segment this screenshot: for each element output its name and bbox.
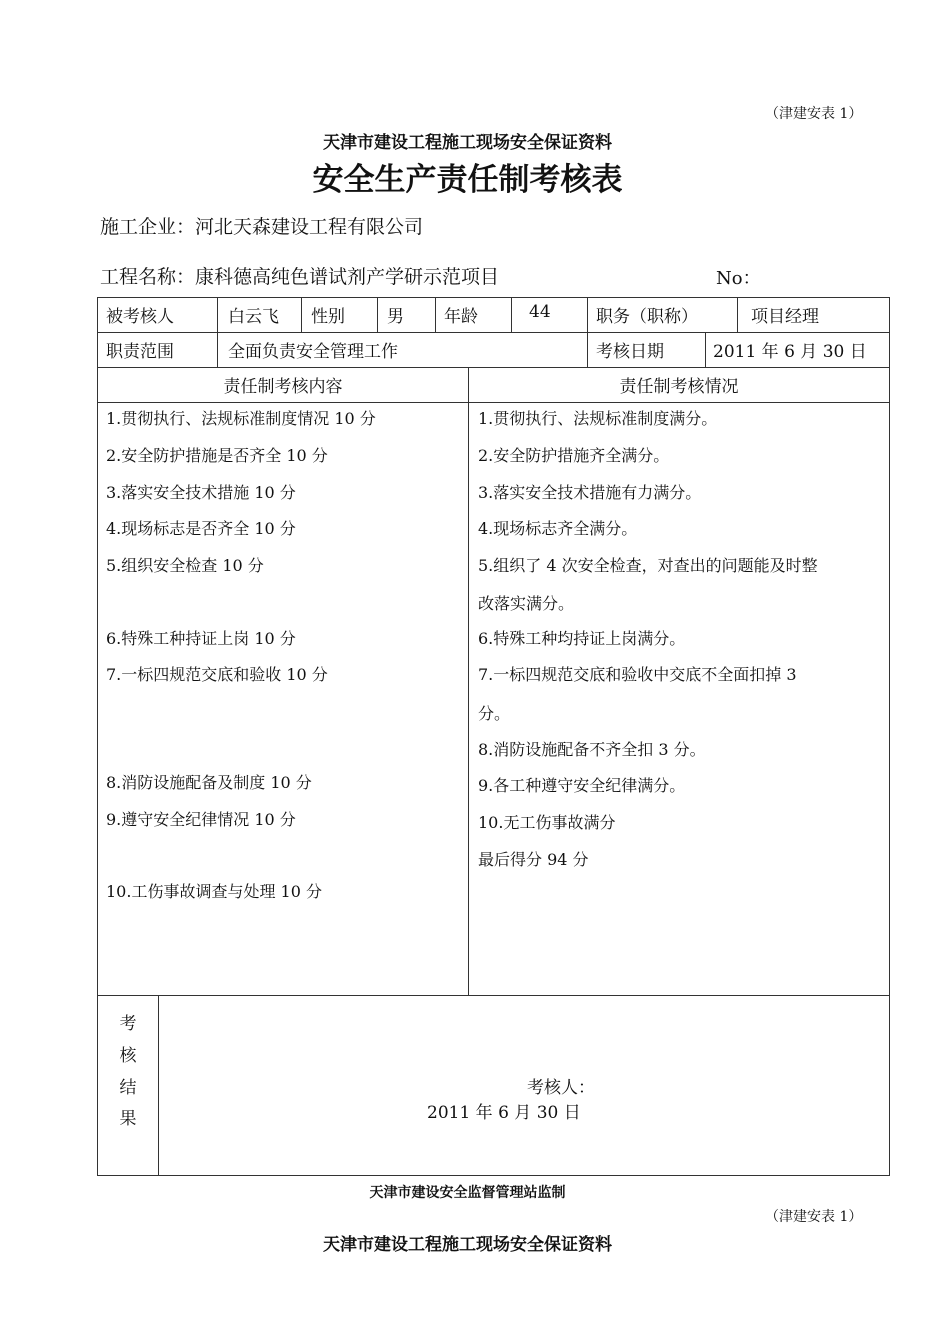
assessment-date-label: 考核日期: [596, 342, 664, 362]
project-value: 康科德高纯色谱试剂产学研示范项目: [195, 266, 500, 288]
status-item: 1.贯彻执行、法规标准制度满分。: [478, 409, 718, 428]
content-item: 1.贯彻执行、法规标准制度情况 10 分: [106, 409, 376, 428]
gender-label: 性别: [311, 307, 345, 327]
gender-value: 男: [387, 307, 404, 327]
status-header: 责任制考核情况: [619, 377, 739, 397]
project-label: 工程名称：: [100, 266, 196, 288]
result-label-char: 结: [119, 1078, 137, 1098]
document-subtitle: 天津市建设工程施工现场安全保证资料: [323, 133, 612, 153]
bottom-form-code-note: （津建安表 1）: [765, 1209, 863, 1225]
result-label-char: 果: [119, 1109, 137, 1129]
company-line: [100, 212, 423, 239]
content-header: 责任制考核内容: [223, 377, 343, 397]
status-item: 4.现场标志齐全满分。: [478, 519, 638, 538]
status-item: 6.特殊工种均持证上岗满分。: [478, 629, 686, 648]
content-item: 5.组织安全检查 10 分: [106, 556, 264, 575]
position-value: 项目经理: [751, 307, 819, 327]
status-item: 9.各工种遵守安全纪律满分。: [478, 776, 686, 795]
status-item: 8.消防设施配备不齐全扣 3 分。: [478, 740, 706, 759]
age-label: 年龄: [444, 307, 478, 327]
status-item: 最后得分 94 分: [478, 850, 589, 869]
status-item: 3.落实安全技术措施有力满分。: [478, 483, 702, 502]
content-item: 9.遵守安全纪律情况 10 分: [106, 810, 296, 829]
examinee-label: 被考核人: [106, 307, 174, 327]
content-item: 4.现场标志是否齐全 10 分: [106, 519, 296, 538]
status-item: 10.无工伤事故满分: [478, 813, 616, 832]
examinee-value: 白云飞: [228, 307, 279, 327]
result-label-char: 考: [119, 1014, 137, 1034]
result-label-char: 核: [119, 1046, 137, 1066]
content-item: 8.消防设施配备及制度 10 分: [106, 773, 312, 792]
assessor-label: 考核人：: [527, 1078, 595, 1098]
position-label: 职务（职称）: [596, 307, 698, 327]
content-item: 3.落实安全技术措施 10 分: [106, 483, 296, 502]
content-item: 2.安全防护措施是否齐全 10 分: [106, 446, 328, 465]
project-line: [100, 262, 499, 289]
content-item: 7.一标四规范交底和验收 10 分: [106, 665, 328, 684]
status-item: 2.安全防护措施齐全满分。: [478, 446, 670, 465]
company-label: 施工企业：: [100, 216, 196, 238]
result-date: 2011 年 6 月 30 日: [427, 1103, 581, 1123]
status-item: 改落实满分。: [478, 594, 575, 613]
status-item: 5.组织了 4 次安全检查，对查出的问题能及时整: [478, 556, 818, 575]
footer-organization: 天津市建设安全监督管理站监制: [369, 1185, 566, 1201]
scope-label: 职责范围: [106, 342, 174, 362]
content-item: 10.工伤事故调查与处理 10 分: [106, 882, 322, 901]
bottom-subtitle: 天津市建设工程施工现场安全保证资料: [323, 1235, 612, 1255]
content-item: 6.特殊工种持证上岗 10 分: [106, 629, 296, 648]
document-title: 安全生产责任制考核表: [312, 162, 623, 198]
form-code-note: （津建安表 1）: [765, 106, 863, 122]
status-item: 分。: [478, 704, 511, 723]
company-value: 河北天森建设工程有限公司: [195, 216, 424, 238]
assessment-date-value: 2011 年 6 月 30 日: [713, 342, 867, 362]
number-label: No：: [716, 268, 761, 289]
age-value: 44: [529, 302, 551, 322]
status-item: 7.一标四规范交底和验收中交底不全面扣掉 3: [478, 665, 797, 684]
scope-value: 全面负责安全管理工作: [228, 342, 398, 362]
